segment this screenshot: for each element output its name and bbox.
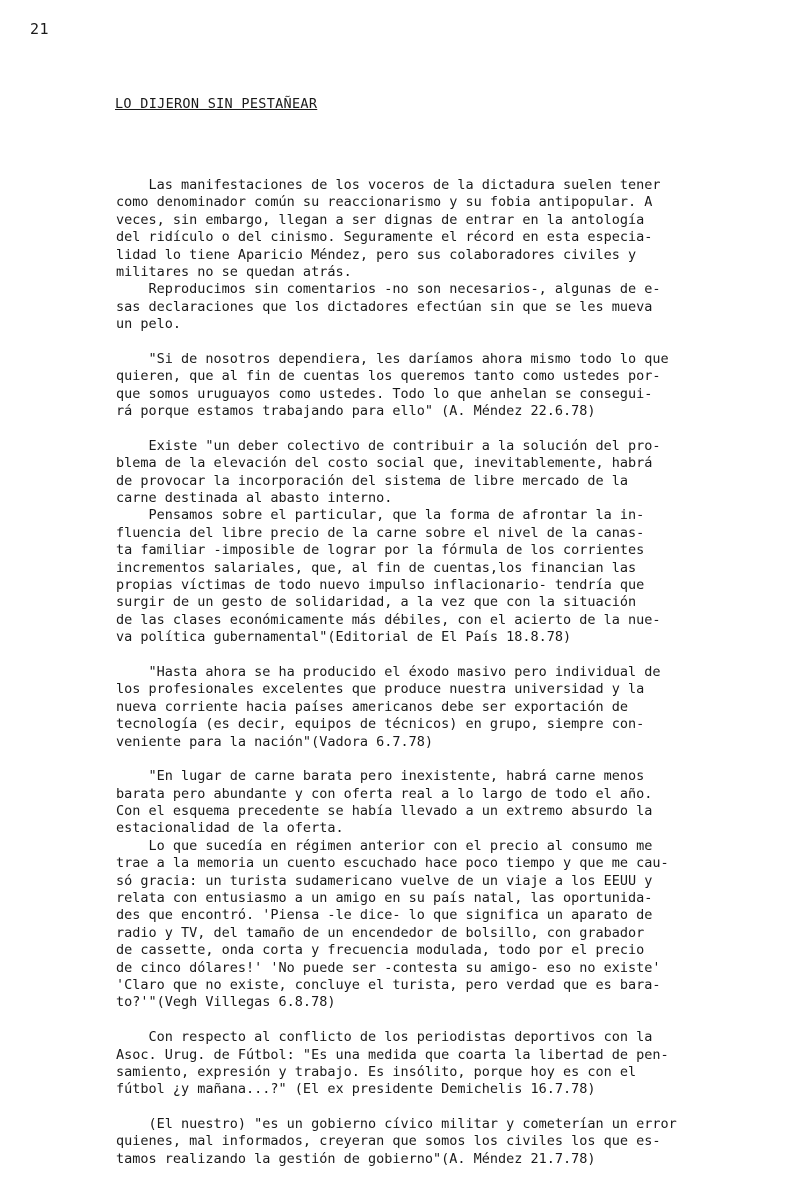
text-line: quieren, que al fin de cuentas los queremos tanto como ustedes por- [116,368,661,385]
text-line: carne destinada al abasto interno. [116,490,393,507]
page-number: 21 [30,20,50,38]
text-line: blema de la elevación del costo social que, inevitablemente, habrá [116,455,653,472]
text-line: quienes, mal informados, creyeran que somos los civiles los que es- [116,1133,661,1150]
text-line: incrementos salariales, que, al fin de cuentas,los financian las [116,559,637,576]
text-line: relata con entusiasmo a un amigo en su país natal, las oportunida- [116,890,653,907]
text-line: los profesionales excelentes que produce nuestra universidad y la [116,681,645,698]
text-line: de provocar la incorporación del sistema de libre mercado de la [116,472,629,489]
text-line: lidad lo tiene Aparicio Méndez, pero sus colaboradores civiles y [116,246,637,263]
text-line: fluencia del libre precio de la carne sobre el nivel de la canas- [116,524,645,541]
quote-demichelis [116,1029,716,1099]
text-line: como denominador común su reaccionarismo y su fobia antipopular. A [116,194,653,211]
text-line: nueva corriente hacia países americanos debe ser exportación de [116,698,629,715]
text-line: Con respecto al conflicto de los periodistas deportivos con la [116,1029,653,1046]
text-line: de las clases económicamente más débiles, con el acierto de la nue- [116,611,661,628]
text-line: veniente para la nación"(Vadora 6.7.78) [116,733,433,750]
text-line: "Si de nosotros dependiera, les daríamos ahora mismo todo lo que [116,350,669,367]
article-body [116,177,716,1168]
text-line: "En lugar de carne barata pero inexistente, habrá carne menos [116,768,645,785]
text-line: trae a la memoria un cuento escuchado hace poco tiempo y que me cau- [116,855,669,872]
text-line: fútbol ¿y mañana...?" (El ex presidente Demichelis 16.7.78) [116,1081,596,1098]
quote-editorial [116,438,716,647]
text-line: militares no se quedan atrás. [116,263,352,280]
text-line: Con el esquema precedente se había llevado a un extremo absurdo la [116,803,653,820]
quote-vadora [116,664,716,751]
text-line: Existe "un deber colectivo de contribuir a la solución del pro- [116,437,661,454]
text-line: tecnología (es decir, equipos de técnicos) en grupo, siempre con- [116,716,645,733]
quote-vegh-villegas [116,768,716,1011]
text-line: sas declaraciones que los dictadores efectúan sin que se les mueva [116,298,653,315]
paragraph-intro [116,177,716,334]
text-line: (El nuestro) "es un gobierno cívico militar y cometerían un error [116,1116,677,1133]
text-line: ta familiar -imposible de lograr por la fórmula de los corrientes [116,542,645,559]
text-line: só gracia: un turista sudamericano vuelve de un viaje a los EEUU y [116,872,653,889]
text-line: "Hasta ahora se ha producido el éxodo masivo pero individual de [116,663,661,680]
text-line: propias víctimas de todo nuevo impulso inflacionario- tendría que [116,576,645,593]
text-line: radio y TV, del tamaño de un encendedor de bolsillo, con grabador [116,924,645,941]
text-line: va política gubernamental"(Editorial de El País 18.8.78) [116,629,572,646]
quote-mendez-1 [116,351,716,421]
text-line: estacionalidad de la oferta. [116,820,344,837]
article-title: LO DIJERON SIN PESTAÑEAR [115,96,318,112]
text-line: tamos realizando la gestión de gobierno"(A. Méndez 21.7.78) [116,1150,596,1167]
text-line: 'Claro que no existe, concluye el turista, pero verdad que es bara- [116,976,661,993]
text-line: Asoc. Urug. de Fútbol: "Es una medida que coarta la libertad de pen- [116,1046,669,1063]
text-line: Reproducimos sin comentarios -no son necesarios-, algunas de e- [116,281,661,298]
text-line: que somos uruguayos como ustedes. Todo lo que anhelan se consegui- [116,385,653,402]
text-line: Las manifestaciones de los voceros de la dictadura suelen tener [116,177,661,193]
text-line: des que encontró. 'Piensa -le dice- lo que significa un aparato de [116,907,653,924]
text-line: barata pero abundante y con oferta real a lo largo de todo el año. [116,785,653,802]
text-line: Pensamos sobre el particular, que la forma de afrontar la in- [116,507,645,524]
text-line: del ridículo o del cinismo. Seguramente el récord en esta especia- [116,229,653,246]
text-line: surgir de un gesto de solidaridad, a la vez que con la situación [116,594,637,611]
text-line: Lo que sucedía en régimen anterior con el precio al consumo me [116,837,653,854]
text-line: samiento, expresión y trabajo. Es insólito, porque hoy es con el [116,1063,637,1080]
text-line: un pelo. [116,316,182,333]
text-line: de cassette, onda corta y frecuencia modulada, todo por el precio [116,942,645,959]
quote-mendez-2 [116,1116,716,1168]
text-line: rá porque estamos trabajando para ello" (A. Méndez 22.6.78) [116,403,596,420]
text-line: veces, sin embargo, llegan a ser dignas de entrar en la antología [116,211,645,228]
text-line: to?'"(Vegh Villegas 6.8.78) [116,994,336,1011]
text-line: de cinco dólares!' 'No puede ser -contesta su amigo- eso no existe' [116,959,661,976]
